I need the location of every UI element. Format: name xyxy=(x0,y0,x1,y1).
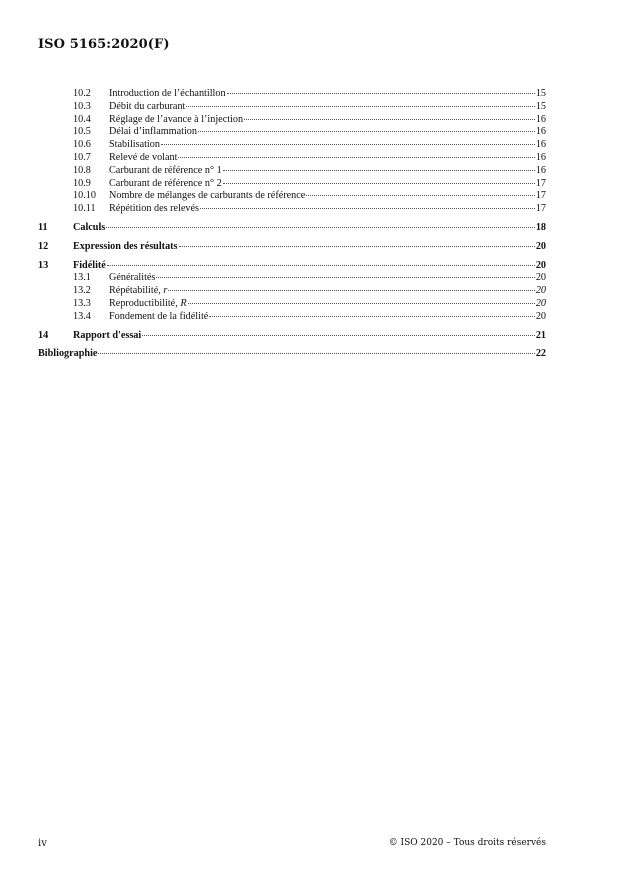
toc-number: 10.8 xyxy=(73,164,91,176)
document-header: ISO 5165:2020(F) xyxy=(38,37,170,52)
toc-title-variable: r xyxy=(163,285,168,297)
toc-entry-10-9[interactable] xyxy=(38,178,546,191)
dot-leader xyxy=(200,208,535,209)
dot-leader xyxy=(188,303,535,304)
dot-leader xyxy=(223,170,535,171)
toc-title xyxy=(109,285,167,298)
toc-page: 16 xyxy=(535,113,546,125)
toc-page: 15 xyxy=(535,100,546,112)
toc-page: 18 xyxy=(535,221,546,233)
toc-entry-10-2[interactable] xyxy=(38,88,546,101)
toc-title-text: Reproductibilité, xyxy=(109,297,181,309)
toc-number: 13 xyxy=(38,259,49,271)
dot-leader xyxy=(186,106,534,107)
toc-number: 10.3 xyxy=(73,100,91,112)
toc-page: 15 xyxy=(535,88,546,99)
dot-leader xyxy=(306,195,535,196)
toc-number: 10.11 xyxy=(73,203,96,215)
toc-entry-10-10[interactable] xyxy=(38,190,546,203)
toc-entry-10-3[interactable] xyxy=(38,101,546,114)
toc-number: 13.3 xyxy=(73,297,91,309)
toc-title: Généralités xyxy=(109,272,156,284)
toc-page: 20 xyxy=(535,272,546,284)
toc-title: Bibliographie xyxy=(38,348,98,360)
toc-page: 16 xyxy=(535,126,546,138)
toc-number: 13.4 xyxy=(73,310,91,322)
dot-leader xyxy=(178,157,534,158)
toc-number: 10.9 xyxy=(73,177,91,189)
page-number: iv xyxy=(38,838,47,849)
copyright-notice: © ISO 2020 – Tous droits réservés xyxy=(388,838,546,848)
dot-leader xyxy=(98,353,534,354)
toc-page: 17 xyxy=(535,190,546,202)
toc-title: Carburant de référence n° 2 xyxy=(109,177,222,189)
dot-leader xyxy=(223,183,535,184)
toc-entry-10-5[interactable] xyxy=(38,126,546,139)
toc-number: 10.5 xyxy=(73,126,91,138)
toc-number: 10.10 xyxy=(73,190,96,202)
toc-title: Répétition des relevés xyxy=(109,203,199,215)
toc-entry-10-11[interactable] xyxy=(38,203,546,216)
dot-leader xyxy=(179,246,535,247)
toc-title-variable: R xyxy=(180,297,187,309)
toc-title: Carburant de référence n° 1 xyxy=(109,164,222,176)
dot-leader xyxy=(142,335,535,336)
toc-number: 10.6 xyxy=(73,139,91,151)
toc-title: Réglage de l’avance à l’injection xyxy=(109,113,244,125)
toc-entry-14[interactable] xyxy=(38,330,546,343)
toc-title: Délai d’inflammation xyxy=(109,126,197,138)
toc-title: Relevé de volant xyxy=(109,151,178,163)
toc-number: 11 xyxy=(38,221,48,233)
toc-entry-13-2[interactable] xyxy=(38,285,546,298)
toc-number: 10.7 xyxy=(73,151,91,163)
dot-leader xyxy=(168,290,535,291)
toc-entry-11[interactable] xyxy=(38,222,546,235)
dot-leader xyxy=(106,227,535,228)
toc-title: Rapport d'essai xyxy=(73,329,142,341)
toc-number: 13.1 xyxy=(73,272,91,284)
toc-title: Nombre de mélanges de carburants de référence xyxy=(109,190,306,202)
dot-leader xyxy=(227,93,535,94)
toc-page: 17 xyxy=(535,177,546,189)
toc-title: Débit du carburant xyxy=(109,100,186,112)
dot-leader xyxy=(244,119,535,120)
toc-number: 14 xyxy=(38,329,49,341)
table-of-contents xyxy=(38,88,546,361)
toc-title xyxy=(109,298,187,311)
dot-leader xyxy=(209,316,535,317)
toc-title: Stabilisation xyxy=(109,139,160,151)
toc-title: Fondement de la fidélité xyxy=(109,310,209,322)
toc-title: Fidélité xyxy=(73,259,106,271)
toc-number: 12 xyxy=(38,240,49,252)
toc-page: 16 xyxy=(535,164,546,176)
toc-page: 20 xyxy=(535,310,546,322)
toc-page: 22 xyxy=(535,348,546,360)
toc-page: 20 xyxy=(535,240,546,252)
toc-entry-10-6[interactable] xyxy=(38,139,546,152)
toc-page: 16 xyxy=(535,151,546,163)
toc-entry-13-3[interactable] xyxy=(38,298,546,311)
dot-leader xyxy=(161,144,535,145)
toc-entry-bibliographie[interactable] xyxy=(38,348,546,361)
toc-title: Introduction de l’échantillon xyxy=(109,88,226,99)
toc-entry-12[interactable] xyxy=(38,241,546,254)
toc-page: 20 xyxy=(535,285,546,297)
toc-entry-13[interactable] xyxy=(38,260,546,273)
toc-entry-10-4[interactable] xyxy=(38,114,546,127)
dot-leader xyxy=(156,277,534,278)
toc-page: 21 xyxy=(535,329,546,341)
toc-title-text: Répétabilité, xyxy=(109,285,164,297)
toc-page: 17 xyxy=(535,203,546,215)
toc-number: 10.4 xyxy=(73,113,91,125)
toc-title: Calculs xyxy=(73,221,106,233)
toc-number: 10.2 xyxy=(73,88,91,99)
toc-number: 13.2 xyxy=(73,285,91,297)
dot-leader xyxy=(107,265,535,266)
toc-page: 16 xyxy=(535,139,546,151)
toc-page: 20 xyxy=(535,259,546,271)
toc-entry-10-8[interactable] xyxy=(38,165,546,178)
toc-entry-10-7[interactable] xyxy=(38,152,546,165)
toc-entry-13-1[interactable] xyxy=(38,272,546,285)
toc-entry-13-4[interactable] xyxy=(38,311,546,324)
toc-title: Expression des résultats xyxy=(73,240,178,252)
dot-leader xyxy=(198,131,535,132)
toc-page: 20 xyxy=(535,297,546,309)
